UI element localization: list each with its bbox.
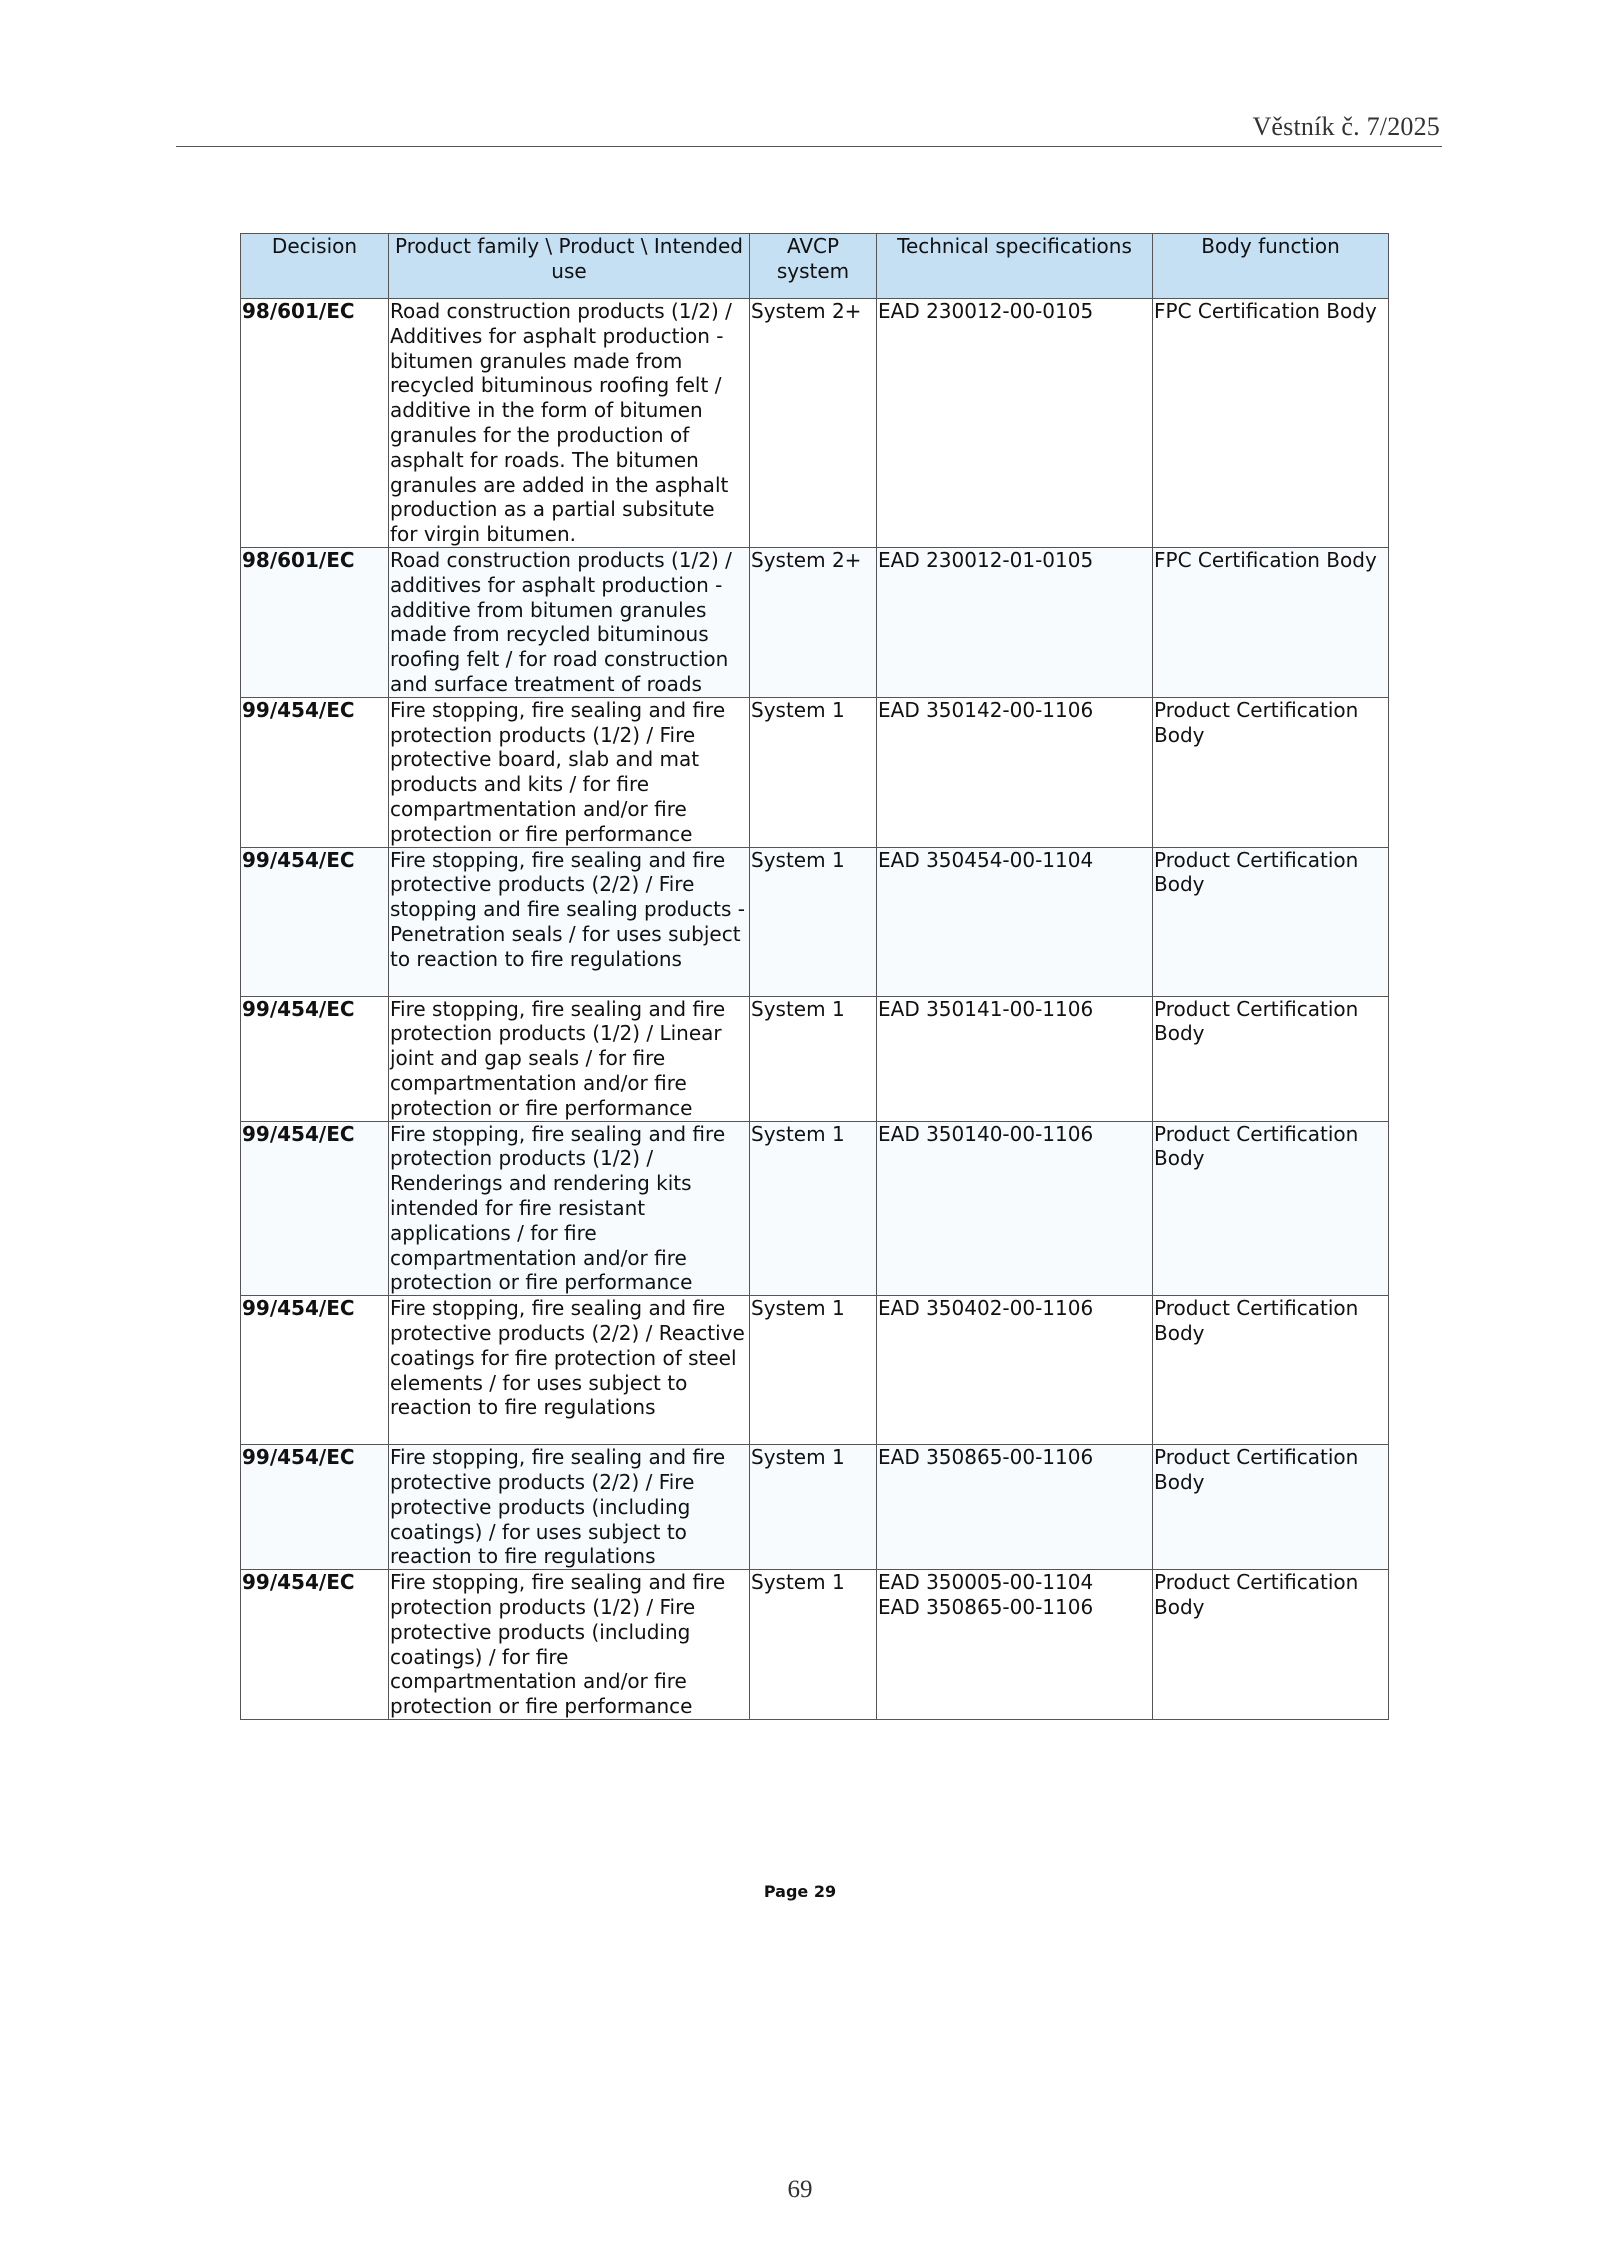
product-cell: Fire stopping, fire sealing and fire protection products (1/2) / Fire protective products (including coatings) / for fire compartmentation and/or fire protection or fire performance [389, 1570, 750, 1720]
avcp-cell: System 1 [750, 1296, 877, 1445]
specifications-cell [877, 548, 1153, 698]
specification-item: EAD 230012-00-0105 [878, 299, 1094, 323]
avcp-cell: System 1 [750, 1121, 877, 1296]
specifications-cell [877, 1570, 1153, 1720]
decision-cell: 99/454/EC [241, 1445, 389, 1570]
product-cell: Fire stopping, fire sealing and fire protective products (2/2) / Fire protective products (including coatings) / for uses subject to reaction to fire regulations [389, 1445, 750, 1570]
decision-cell: 99/454/EC [241, 697, 389, 847]
specifications-cell [877, 847, 1153, 996]
decision-cell: 98/601/EC [241, 299, 389, 548]
specification-item: EAD 350142-00-1106 [878, 697, 1094, 722]
decision-cell: 99/454/EC [241, 1121, 389, 1296]
product-cell: Road construction products (1/2) / Additives for asphalt production - bitumen granules made from recycled bituminous roofing felt / additive in the form of bitumen granules for the production of asphalt for roads. The bitumen granules are added in the asphalt production as a partial subsitute for virgin bitumen. [389, 299, 750, 548]
specification-item: EAD 350141-00-1106 [878, 996, 1094, 1021]
specifications-cell [877, 1296, 1153, 1445]
product-cell: Fire stopping, fire sealing and fire protective products (2/2) / Reactive coatings for fire protection of steel elements / for uses subject to reaction to fire regulations [389, 1296, 750, 1445]
column-header-decision: Decision [241, 234, 389, 299]
table-row [241, 1296, 1389, 1445]
specification-item: EAD 350140-00-1106 [878, 1121, 1094, 1146]
table-header-row [241, 234, 1389, 299]
table-row [241, 847, 1389, 996]
decision-cell: 99/454/EC [241, 996, 389, 1121]
column-header-avcp: AVCP system [750, 234, 877, 299]
decision-cell: 98/601/EC [241, 548, 389, 698]
body-function-cell: Product Certification Body [1153, 1445, 1389, 1570]
body-function-cell: Product Certification Body [1153, 1296, 1389, 1445]
body-function-cell: Product Certification Body [1153, 1570, 1389, 1720]
decisions-table [240, 233, 1389, 1720]
product-cell: Road construction products (1/2) / additives for asphalt production - additive from bitumen granules made from recycled bituminous roofing felt / for road construction and surface treatment of roads [389, 548, 750, 698]
specifications-cell [877, 697, 1153, 847]
decision-cell: 99/454/EC [241, 1296, 389, 1445]
product-cell: Fire stopping, fire sealing and fire protection products (1/2) / Linear joint and gap seals / for fire compartmentation and/or fire protection or fire performance [389, 996, 750, 1121]
specification-item: EAD 350005-00-1104 [878, 1570, 1094, 1595]
body-function-cell: Product Certification Body [1153, 996, 1389, 1121]
specification-item: EAD 350865-00-1106 [878, 1594, 1094, 1619]
header-rule [176, 146, 1442, 147]
page-number: 69 [787, 2176, 813, 2203]
specification-item: EAD 350402-00-1106 [878, 1296, 1094, 1321]
journal-title: Věstník č. 7/2025 [1252, 112, 1440, 141]
product-cell: Fire stopping, fire sealing and fire protective products (2/2) / Fire stopping and fire sealing products - Penetration seals / for uses subject to reaction to fire regulations [389, 847, 750, 996]
column-header-specifications: Technical specifications [877, 234, 1153, 299]
specifications-cell [877, 1445, 1153, 1570]
body-function-cell: Product Certification Body [1153, 1121, 1389, 1296]
table-row [241, 299, 1389, 548]
body-function-cell: Product Certification Body [1153, 697, 1389, 847]
decision-cell: 99/454/EC [241, 847, 389, 996]
body-function-cell: FPC Certification Body [1153, 299, 1389, 548]
product-cell: Fire stopping, fire sealing and fire protection products (1/2) / Fire protective board, slab and mat products and kits / for fire compartmentation and/or fire protection or fire performance [389, 697, 750, 847]
table-body [241, 299, 1389, 1720]
avcp-cell: System 1 [750, 1570, 877, 1720]
table-row [241, 1121, 1389, 1296]
page-label: Page 29 [763, 1882, 837, 1901]
specifications-cell [877, 1121, 1153, 1296]
specification-item: EAD 230012-01-0105 [878, 548, 1094, 572]
specifications-cell [877, 996, 1153, 1121]
avcp-cell: System 2+ [750, 299, 877, 548]
avcp-cell: System 1 [750, 996, 877, 1121]
table-row [241, 1570, 1389, 1720]
avcp-cell: System 1 [750, 1445, 877, 1570]
specification-item: EAD 350454-00-1104 [878, 847, 1094, 872]
avcp-cell: System 1 [750, 847, 877, 996]
column-header-product: Product family \ Product \ Intended use [389, 234, 750, 299]
avcp-cell: System 2+ [750, 548, 877, 698]
product-cell: Fire stopping, fire sealing and fire protection products (1/2) / Renderings and rendering kits intended for fire resistant applications / for fire compartmentation and/or fire protection or fire performance [389, 1121, 750, 1296]
specification-item: EAD 350865-00-1106 [878, 1445, 1094, 1470]
body-function-cell: FPC Certification Body [1153, 548, 1389, 698]
table-row [241, 996, 1389, 1121]
body-function-cell: Product Certification Body [1153, 847, 1389, 996]
table-row [241, 548, 1389, 698]
column-header-body-function: Body function [1153, 234, 1389, 299]
table-row [241, 697, 1389, 847]
table-row [241, 1445, 1389, 1570]
specifications-cell [877, 299, 1153, 548]
decision-cell: 99/454/EC [241, 1570, 389, 1720]
avcp-cell: System 1 [750, 697, 877, 847]
